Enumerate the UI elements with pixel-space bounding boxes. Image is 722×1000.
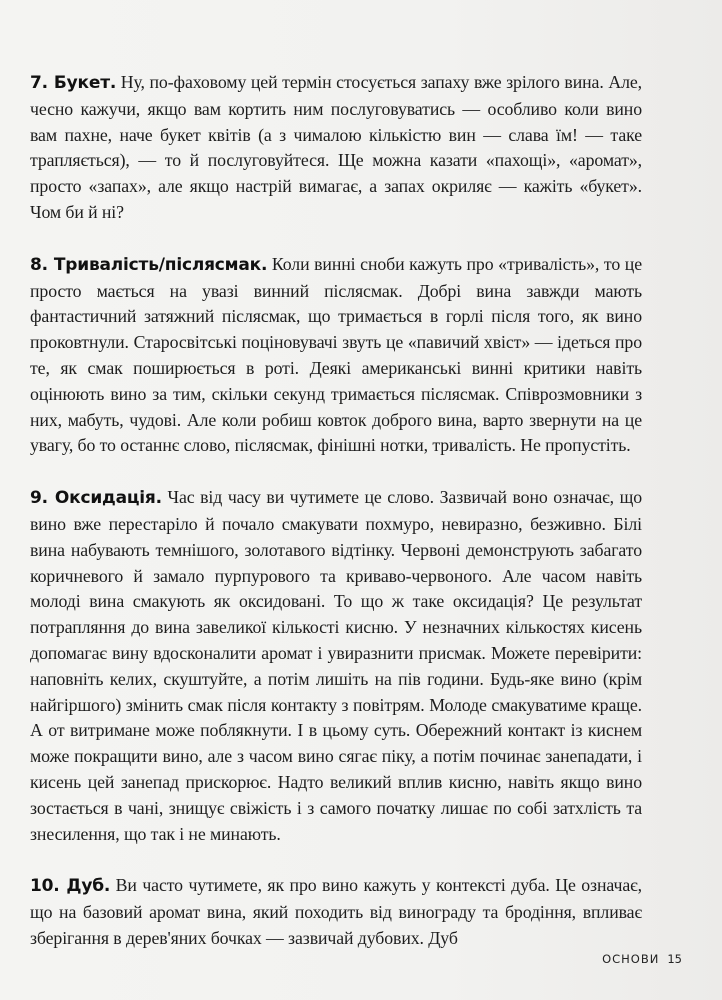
page-footer <box>602 952 682 966</box>
entry-paragraph <box>30 70 642 226</box>
entry-heading: 9. Оксидація. <box>30 488 162 509</box>
entry-paragraph <box>30 252 642 459</box>
entry-heading: 8. Тривалість/післясмак. <box>30 254 268 275</box>
page-number: 15 <box>667 952 682 966</box>
page-body <box>30 70 642 978</box>
entry-paragraph <box>30 873 642 951</box>
entry-body: Ви часто чутимете, як про вино кажуть у контексті дуба. Це означає, що на базовий аромат вина, який походить від винограду та бродіння, впливає зберігання в дерев'яних бочках — зазвичай дубових. Дуб <box>30 875 642 948</box>
entry-paragraph <box>30 485 642 847</box>
entry-body: Час від часу ви чутимете це слово. Зазвичай воно означає, що вино вже перестаріло й почало смакувати похмуро, невиразно, безживно. Білі вина набувають темнішого, золотавого відтінку. Червоні демонструють забагато коричневого й замало пурпурового та криваво-червоного. Але часом навіть молоді вина смакують як оксидовані. То що ж таке оксидація? Це результат потрапляння до вина завеликої кількості кисню. У незначних кількостях кисень допомагає вину вдосконалити аромат і увиразнити присмак. Можете перевірити: наповніть келих, скуштуйте, а потім лишіть на пів години. Будь-яке вино (крім найгіршого) змінить смак після контакту з повітрям. Молоде смакуватиме краще. А от витримане може поблякнути. І в цьому суть. Обережний контакт із киснем може покращити вино, але з часом вино сягає піку, а потім починає занепадати, і кисень цей занепад прискорює. Надто великий вплив кисню, навіть якщо вино зостається в чані, знищує свіжість і з самого початку лишає по собі затхлість та знесилення, що так і не минають. <box>30 487 642 844</box>
entry-body: Коли винні сноби кажуть про «тривалість», то це просто мається на увазі винний післясмак. Добрі вина завжди мають фантастичний затяжний післясмак, що тримається в горлі після того, як вино проковтнули. Старосвітські поціновувачі звуть це «павичий хвіст» — ідеться про те, як смак поширюється в роті. Деякі американські винні критики навіть оцінюють вино за тим, скільки секунд тримається післясмак. Співрозмовники з них, мабуть, чудові. Але коли робиш ковток доброго вина, варто звернути на це увагу, бо то останнє слово, післясмак, фінішні нотки, тривалість. Не пропустіть. <box>30 253 642 456</box>
entry-oxidation <box>30 485 642 847</box>
entry-heading: 7. Букет. <box>30 73 117 93</box>
entry-body: Ну, по-фаховому цей термін стосується запаху вже зрілого вина. Але, чесно кажучи, якщо вам кортить ним послуговуватись — особливо коли вино вам пахне, наче букет квітів (а з чималою кількістю вин — слава їм! — таке трапляється), — то й послуговуйтеся. Ще можна казати «пахощі», «аромат», просто «запах», але якщо настрій вимагає, а запах окриляє — кажіть «букет». Чом би й ні? <box>30 72 642 222</box>
entry-heading: 10. Дуб. <box>30 876 111 897</box>
entry-bouquet <box>30 70 642 226</box>
section-title: ОСНОВИ <box>602 952 660 966</box>
entry-length-aftertaste <box>30 252 642 459</box>
entry-oak <box>30 873 642 951</box>
